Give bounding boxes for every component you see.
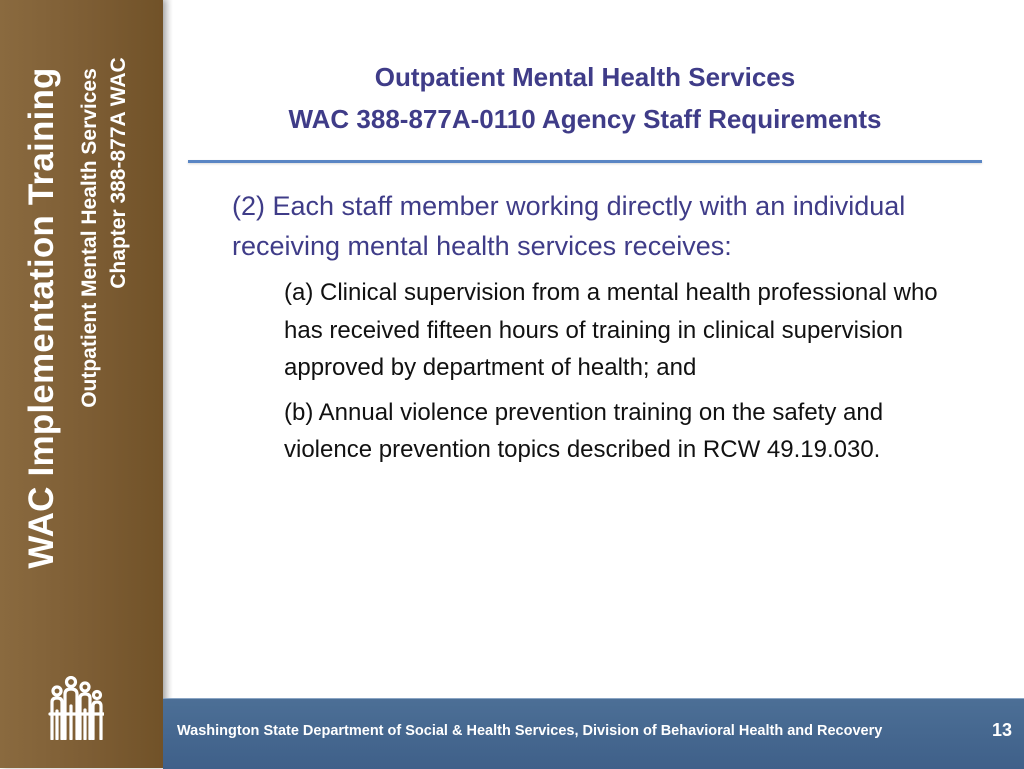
sidebar-title: WAC Implementation Training (22, 67, 61, 569)
footer-organization: Washington State Department of Social & Health Services, Division of Behavioral Health and Recovery (177, 723, 883, 739)
sidebar-panel (0, 0, 163, 768)
list-item-a: (a) Clinical supervision from a mental health professional who has received fifteen hours of training in clinical supervision approved by department of health; and (284, 279, 938, 381)
sidebar-subtitle-services: Outpatient Mental Health Services (78, 68, 101, 408)
title-divider (188, 160, 982, 163)
slide-title-line-1: Outpatient Mental Health Services (374, 62, 796, 92)
slide-title (190, 56, 980, 140)
slide-body (232, 186, 972, 469)
slide-title-line-2: WAC 388-877A-0110 Agency Staff Requirements (288, 104, 882, 134)
page-number: 13 (991, 720, 1012, 740)
sidebar-subtitle-chapter: Chapter 388-877A WAC (107, 57, 130, 289)
people-family-icon (48, 676, 104, 740)
intro-paragraph: (2) Each staff member working directly with an individual receiving mental health services receives: (232, 191, 906, 261)
sidebar-shadow (163, 0, 173, 698)
list-item-b: (b) Annual violence prevention training on the safety and violence prevention topics described in RCW 49.19.030. (284, 398, 884, 463)
footer-bar (163, 698, 1024, 769)
